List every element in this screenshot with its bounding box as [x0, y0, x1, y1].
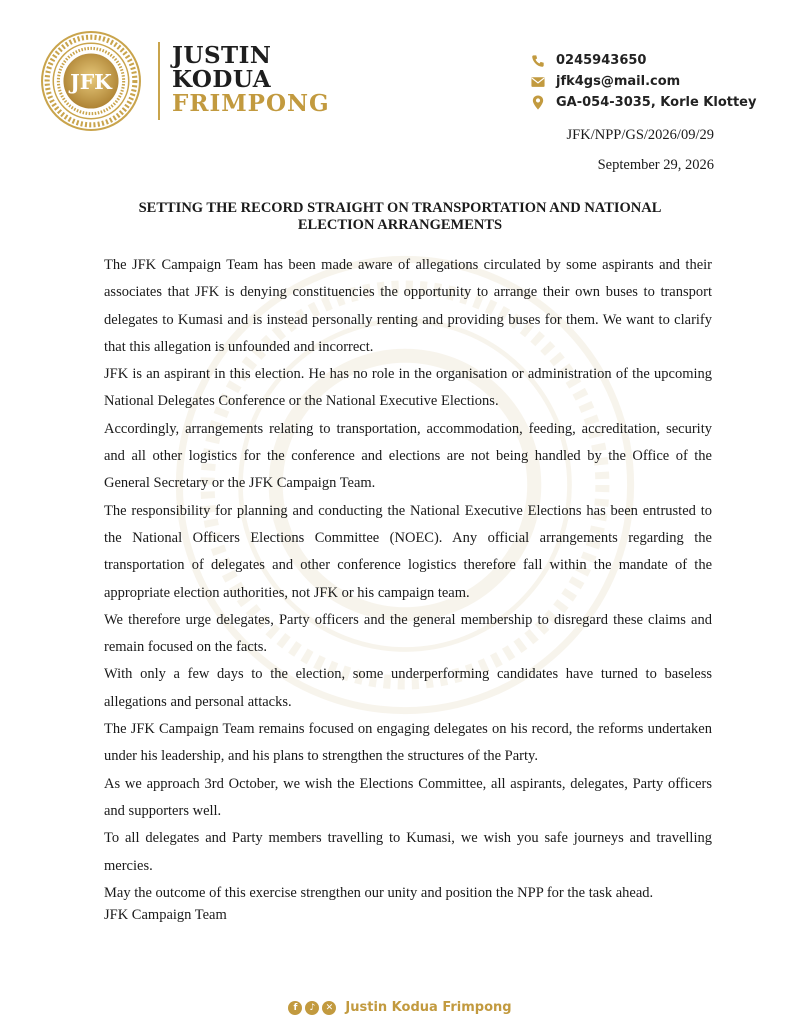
brand-name-line3: FRIMPONG	[172, 90, 330, 117]
footer-name: Justin Kodua Frimpong	[345, 1000, 512, 1015]
reference-number: JFK/NPP/GS/2026/09/29	[566, 127, 714, 143]
footer	[0, 1000, 800, 1015]
document-title-line2: ELECTION ARRANGEMENTS	[297, 217, 503, 233]
document-title	[104, 200, 696, 234]
body-paragraph: The JFK Campaign Team has been made aware of allegations circulated by some aspirants and their associates that JFK is denying constituencies the opportunity to arrange their own buses to transport delegates to Kumasi and is instead personally renting and providing buses for them. We want to clarify that this allegation is unfounded and incorrect.	[104, 257, 712, 355]
body-paragraph: We therefore urge delegates, Party officers and the general membership to disregard these claims and remain focused on the facts.	[104, 611, 712, 656]
body-paragraph: May the outcome of this exercise strengthen our unity and position the NPP for the task ahead.	[104, 884, 654, 901]
body-paragraph: With only a few days to the election, some underperforming candidates have turned to baseless allegations and personal attacks.	[104, 666, 712, 710]
body-paragraph: The responsibility for planning and conducting the National Executive Elections has been entrusted to the National Officers Elections Committee (NOEC). Any official arrangements regarding the transportation of delegates and other conference logistics therefore fall within the mandate of the appropriate election authorities, not JFK or his campaign team.	[104, 502, 712, 601]
body-paragraph: As we approach 3rd October, we wish the Elections Committee, all aspirants, delegates, Party officers and supporters well.	[104, 775, 712, 819]
phone-number: 0245943650	[556, 53, 647, 68]
brand-name-line2: KODUA	[172, 66, 272, 93]
letter-body	[104, 252, 712, 907]
contact-email	[530, 71, 756, 92]
email-address: jfk4gs@mail.com	[556, 74, 681, 89]
signoff: JFK Campaign Team	[104, 907, 227, 923]
logo-text: JFK	[70, 70, 112, 95]
body-paragraph: To all delegates and Party members travelling to Kumasi, we wish you safe journeys and travelling mercies.	[104, 830, 712, 874]
body-paragraph: The JFK Campaign Team remains focused on engaging delegates on his record, the reforms undertaken under his leadership, and his plans to strengthen the structures of the Party.	[104, 721, 712, 765]
postal-address: GA-054-3035, Korle Klottey	[556, 95, 757, 110]
letterhead	[0, 0, 800, 190]
contact-block	[530, 50, 756, 113]
body-paragraph: Accordingly, arrangements relating to transportation, accommodation, feeding, accreditation, security and all other logistics for the conference and elections are not being handled by the Office of the General Secretary or the JFK Campaign Team.	[104, 420, 712, 492]
tiktok-icon[interactable]: ♪	[305, 1001, 319, 1015]
facebook-icon[interactable]: f	[288, 1001, 302, 1015]
brand-name	[172, 44, 330, 116]
document-title-line1: SETTING THE RECORD STRAIGHT ON TRANSPORTATION AND NATIONAL	[138, 200, 662, 216]
jfk-logo-seal	[40, 30, 142, 132]
body-paragraph: JFK is an aspirant in this election. He has no role in the organisation or administration of the upcoming National Delegates Conference or the National Executive Elections.	[104, 366, 712, 410]
logo-divider	[158, 42, 160, 120]
x-icon[interactable]: ✕	[322, 1001, 336, 1015]
location-pin-icon	[530, 95, 546, 111]
letter-date: September 29, 2026	[597, 157, 714, 173]
contact-phone	[530, 50, 756, 71]
phone-icon	[530, 53, 546, 69]
mail-icon	[530, 74, 546, 90]
contact-address	[530, 92, 756, 113]
brand-name-line1: JUSTIN	[172, 42, 272, 69]
